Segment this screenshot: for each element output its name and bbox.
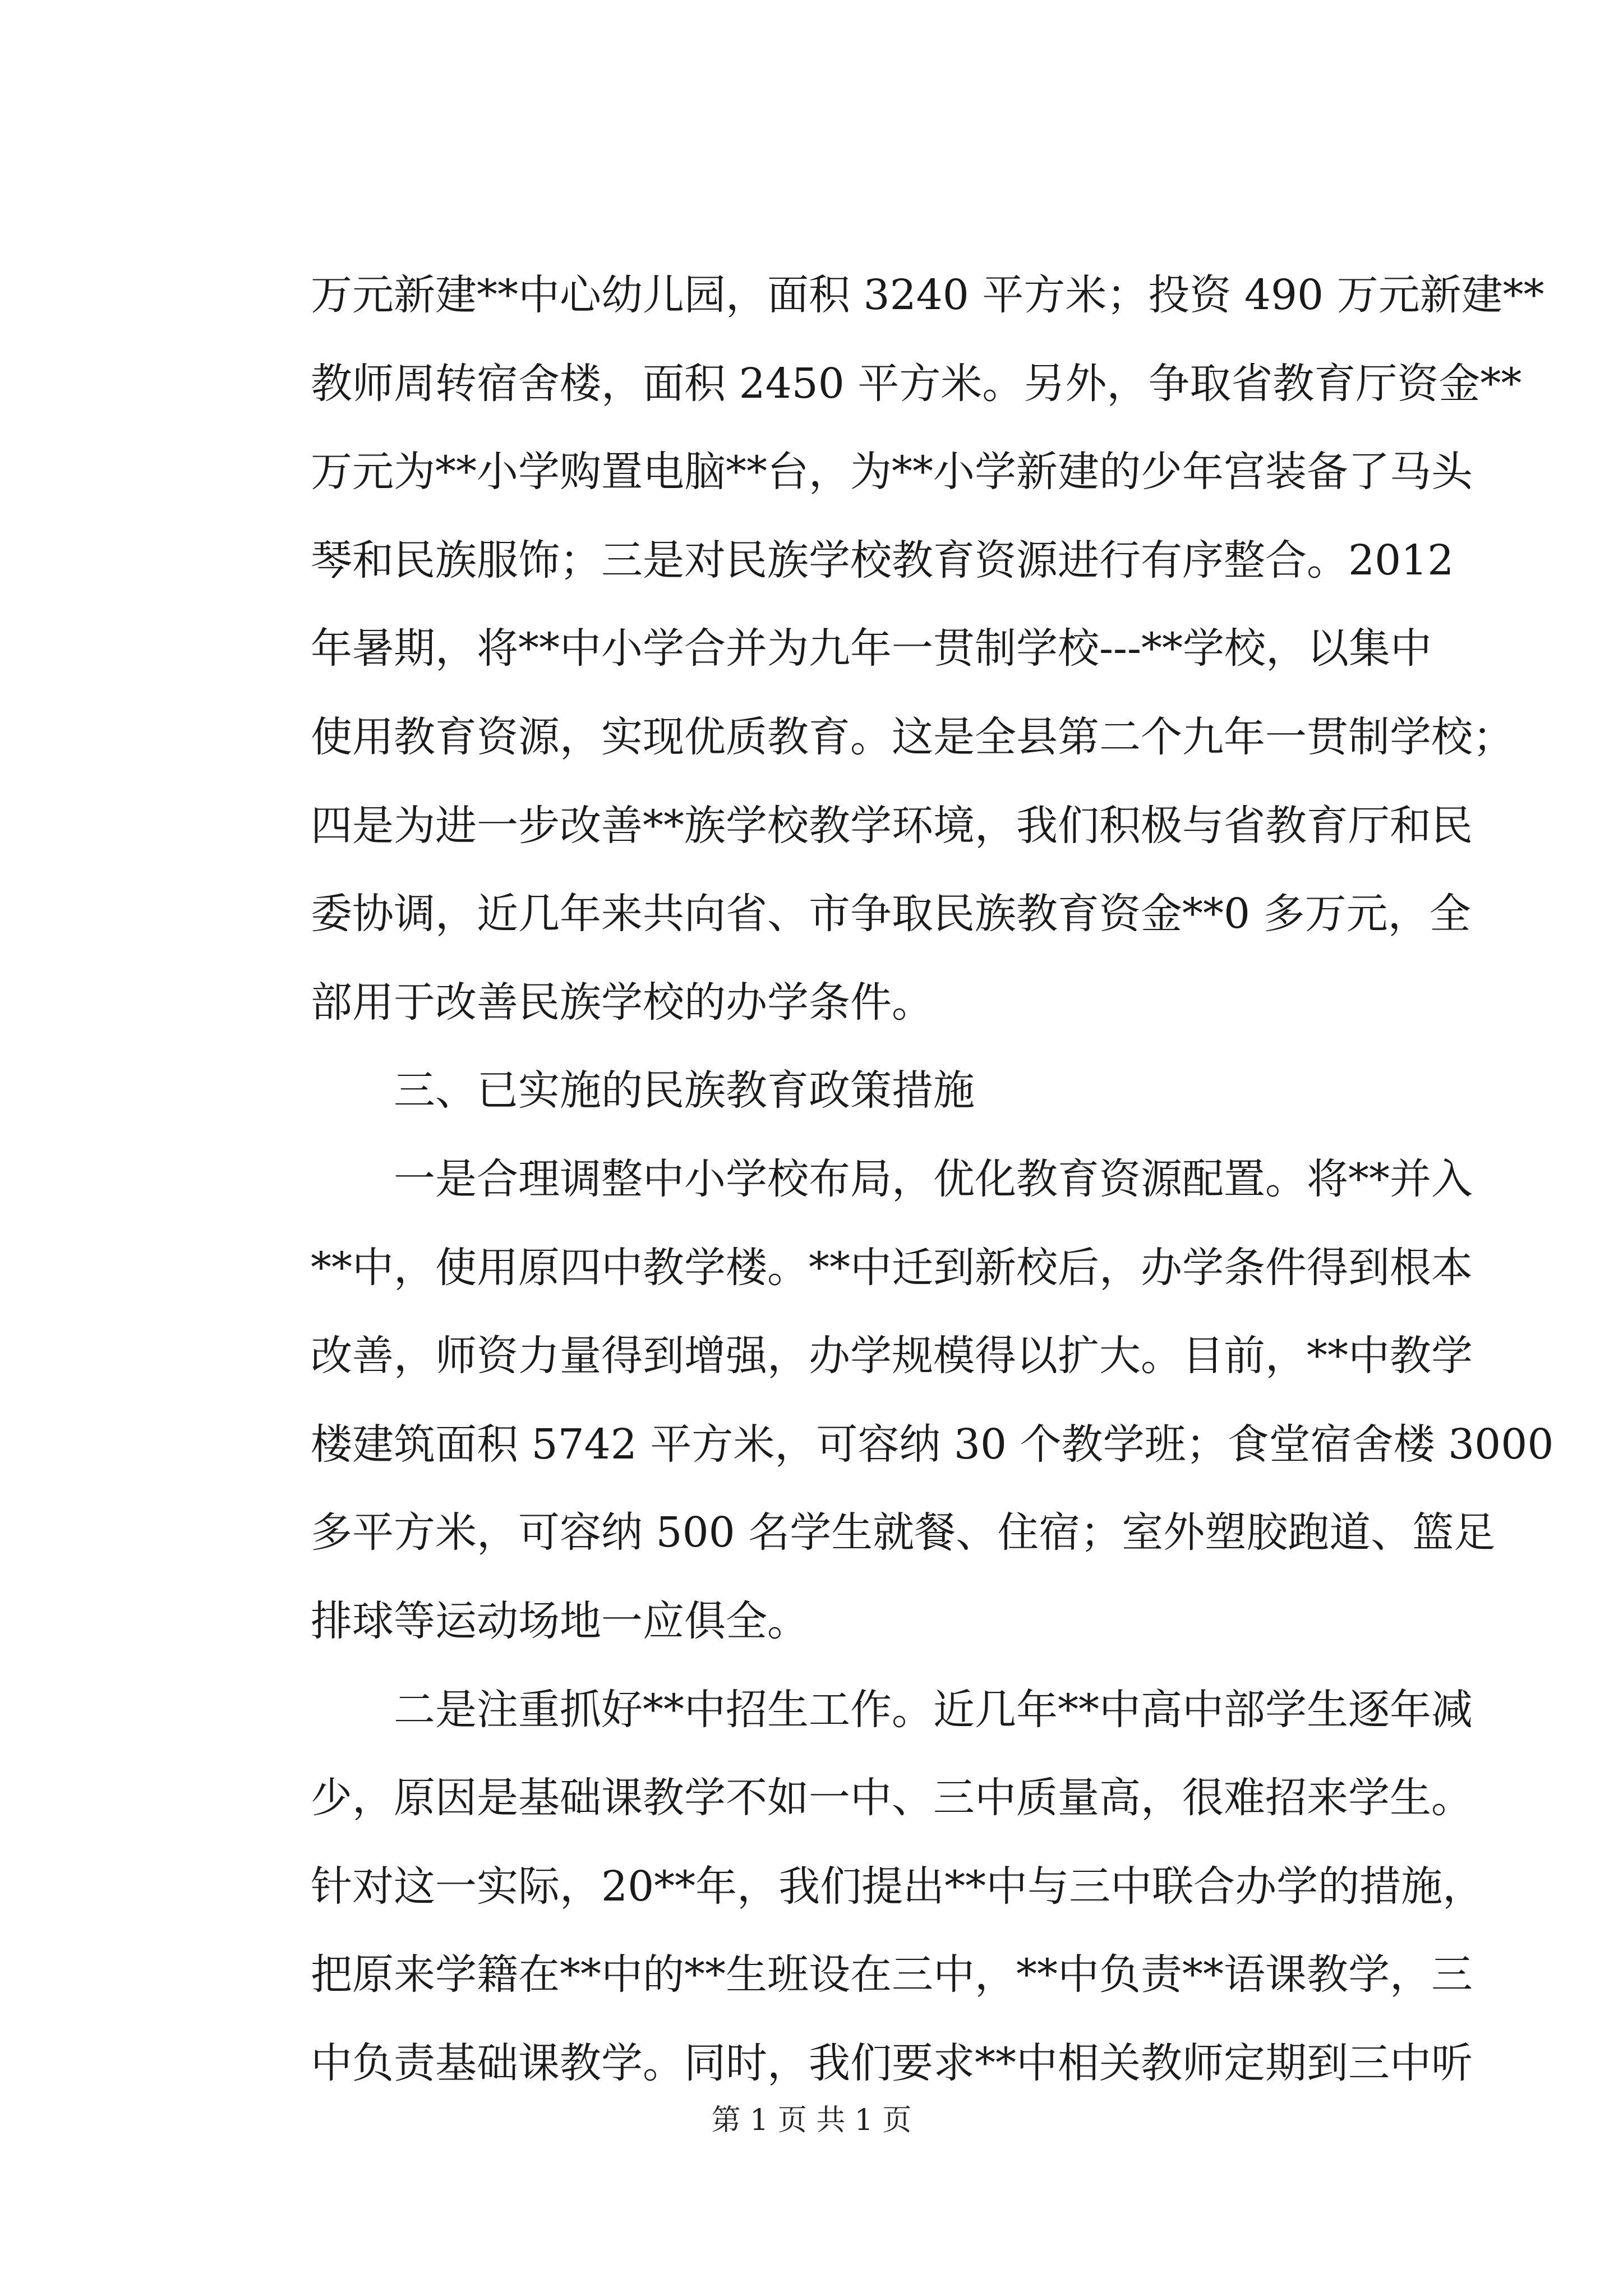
text-line: 使用教育资源，实现优质教育。这是全县第二个九年一贯制学校； [311, 712, 1514, 761]
text-line: 四是为进一步改善**族学校教学环境，我们积极与省教育厅和民 [311, 801, 1473, 850]
text-line: 部用于改善民族学校的办学条件。 [311, 978, 933, 1027]
page-number-label: 第 1 页 共 1 页 [711, 2104, 912, 2137]
text-line: 把原来学籍在**中的**生班设在三中，**中负责**语课教学，三 [311, 1950, 1473, 1999]
text-line: 万元新建**中心幼儿园，面积 3240 平方米；投资 490 万元新建** [311, 271, 1544, 319]
text-line: 教师周转宿舍楼，面积 2450 平方米。另外，争取省教育厅资金** [311, 359, 1522, 408]
text-line: 排球等运动场地一应俱全。 [311, 1596, 809, 1645]
text-line: 委协调，近几年来共向省、市争取民族教育资金**0 多万元，全 [311, 890, 1471, 938]
text-line: 中负责基础课教学。同时，我们要求**中相关教师定期到三中听 [311, 2039, 1473, 2087]
text-line: **中，使用原四中教学楼。**中迁到新校后，办学条件得到根本 [311, 1243, 1473, 1292]
section-heading: 三、已实施的民族教育政策措施 [394, 1066, 975, 1115]
text-line: 一是合理调整中小学校布局，优化教育资源配置。将**并入 [394, 1154, 1473, 1203]
text-line: 二是注重抓好**中招生工作。近几年**中高中部学生逐年减 [394, 1685, 1473, 1734]
body-text [311, 251, 1554, 2108]
text-line: 万元为**小学购置电脑**台，为**小学新建的少年宫装备了马头 [311, 448, 1473, 496]
text-line: 针对这一实际，20**年，我们提出**中与三中联合办学的措施， [311, 1862, 1484, 1911]
text-line: 年暑期，将**中小学合并为九年一贯制学校---**学校，以集中 [311, 624, 1432, 673]
text-line: 改善，师资力量得到增强，办学规模得以扩大。目前，**中教学 [311, 1332, 1473, 1381]
page-footer [0, 2101, 1623, 2140]
text-line: 琴和民族服饰；三是对民族学校教育资源进行有序整合。2012 [311, 536, 1454, 585]
text-line: 楼建筑面积 5742 平方米，可容纳 30 个教学班；食堂宿舍楼 3000 [311, 1420, 1554, 1469]
text-line: 多平方米，可容纳 500 名学生就餐、住宿；室外塑胶跑道、篮足 [311, 1508, 1496, 1557]
text-line: 少，原因是基础课教学不如一中、三中质量高，很难招来学生。 [311, 1774, 1473, 1823]
